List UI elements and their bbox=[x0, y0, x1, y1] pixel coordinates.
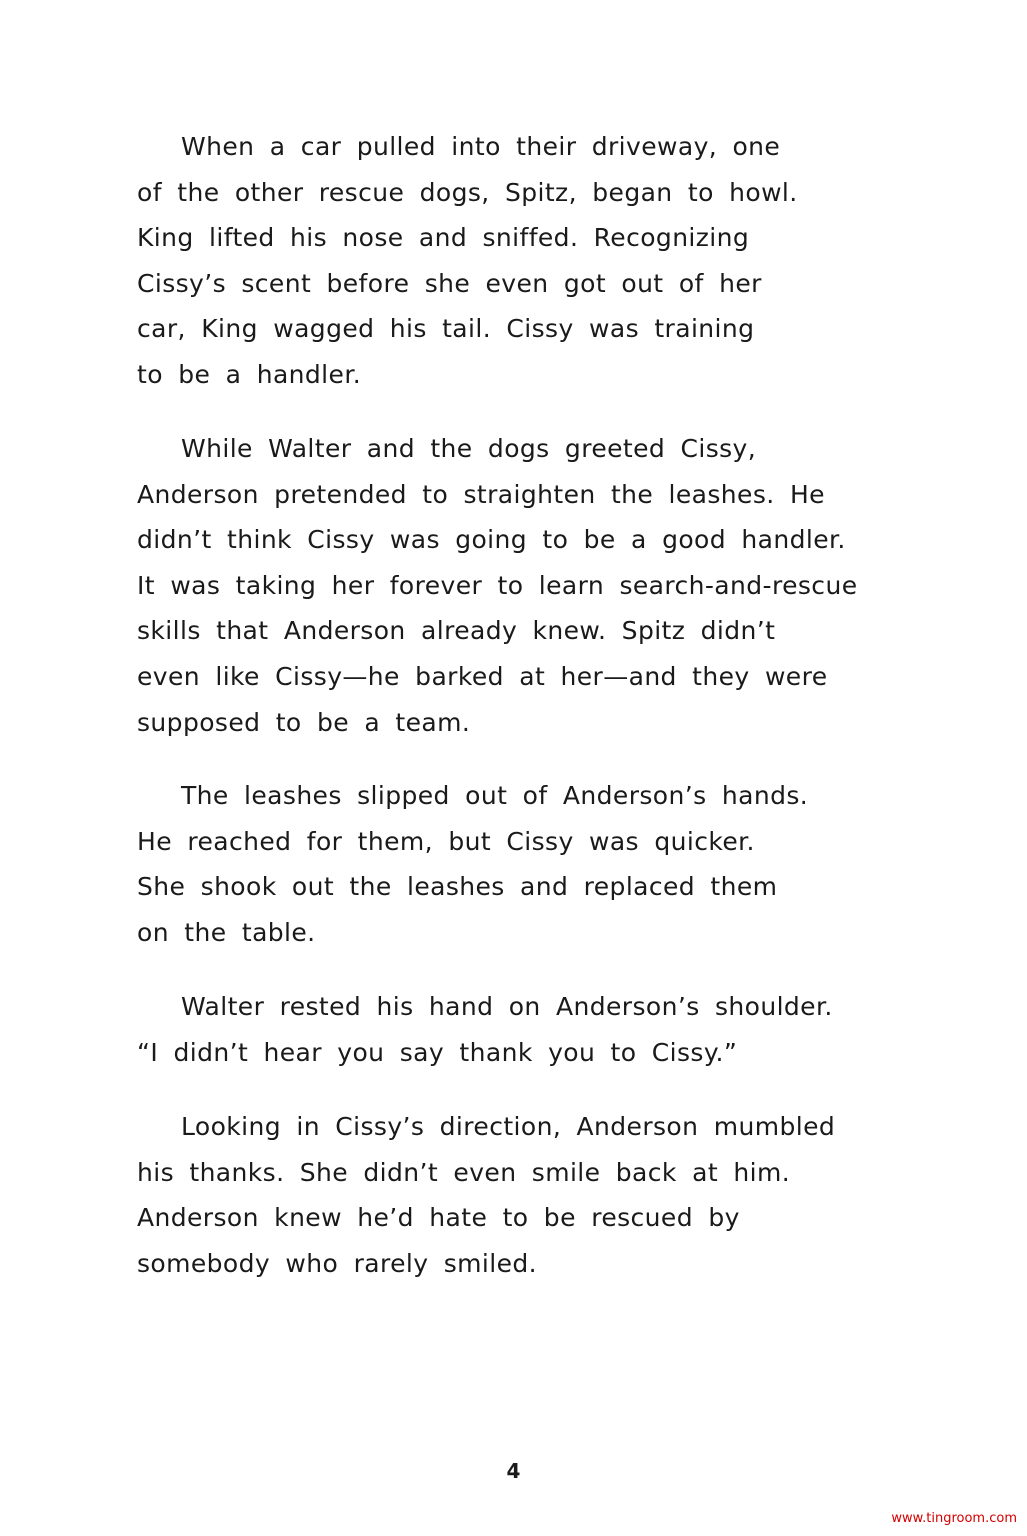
paragraph-line: Looking in Cissy’s direction, Anderson mumbled bbox=[181, 1112, 836, 1141]
paragraph-line: She shook out the leashes and replaced them bbox=[137, 872, 778, 902]
paragraph-line: on the table. bbox=[137, 917, 316, 947]
paragraph-line: supposed to be a team. bbox=[137, 707, 471, 737]
paragraph-line: skills that Anderson already knew. Spitz didn’t bbox=[137, 616, 776, 646]
paragraph-line: to be a handler. bbox=[137, 359, 362, 389]
paragraph-line: He reached for them, but Cissy was quicker. bbox=[137, 826, 755, 856]
paragraph-line: Cissy’s scent before she even got out of her bbox=[137, 268, 762, 298]
paragraph-3 bbox=[137, 773, 897, 955]
paragraph-line: The leashes slipped out of Anderson’s hands. bbox=[181, 781, 809, 810]
paragraph-1 bbox=[137, 124, 897, 398]
paragraph-line: King lifted his nose and sniffed. Recognizing bbox=[137, 223, 750, 253]
paragraph-line: While Walter and the dogs greeted Cissy, bbox=[181, 434, 757, 463]
paragraph-line: somebody who rarely smiled. bbox=[137, 1248, 538, 1278]
paragraph-line: of the other rescue dogs, Spitz, began to howl. bbox=[137, 177, 798, 207]
paragraph-line: “I didn’t hear you say thank you to Cissy.” bbox=[137, 1037, 738, 1067]
paragraph-4 bbox=[137, 984, 897, 1075]
paragraph-line: It was taking her forever to learn search-and-rescue bbox=[137, 570, 858, 600]
page-number: 4 bbox=[506, 1459, 521, 1483]
paragraph-line: car, King wagged his tail. Cissy was training bbox=[137, 314, 755, 344]
paragraph-line: even like Cissy—he barked at her—and they were bbox=[137, 661, 828, 691]
paragraph-line: his thanks. She didn’t even smile back at him. bbox=[137, 1157, 791, 1187]
watermark-link[interactable]: www.tingroom.com bbox=[891, 1511, 1017, 1526]
paragraph-2 bbox=[137, 426, 897, 745]
paragraph-line: didn’t think Cissy was going to be a good handler. bbox=[137, 525, 846, 555]
paragraph-line: Walter rested his hand on Anderson’s shoulder. bbox=[181, 992, 833, 1021]
paragraph-5 bbox=[137, 1104, 897, 1286]
paragraph-line: Anderson pretended to straighten the leashes. He bbox=[137, 479, 825, 509]
paragraph-line: Anderson knew he’d hate to be rescued by bbox=[137, 1203, 740, 1233]
paragraph-line: When a car pulled into their driveway, one bbox=[181, 132, 781, 161]
